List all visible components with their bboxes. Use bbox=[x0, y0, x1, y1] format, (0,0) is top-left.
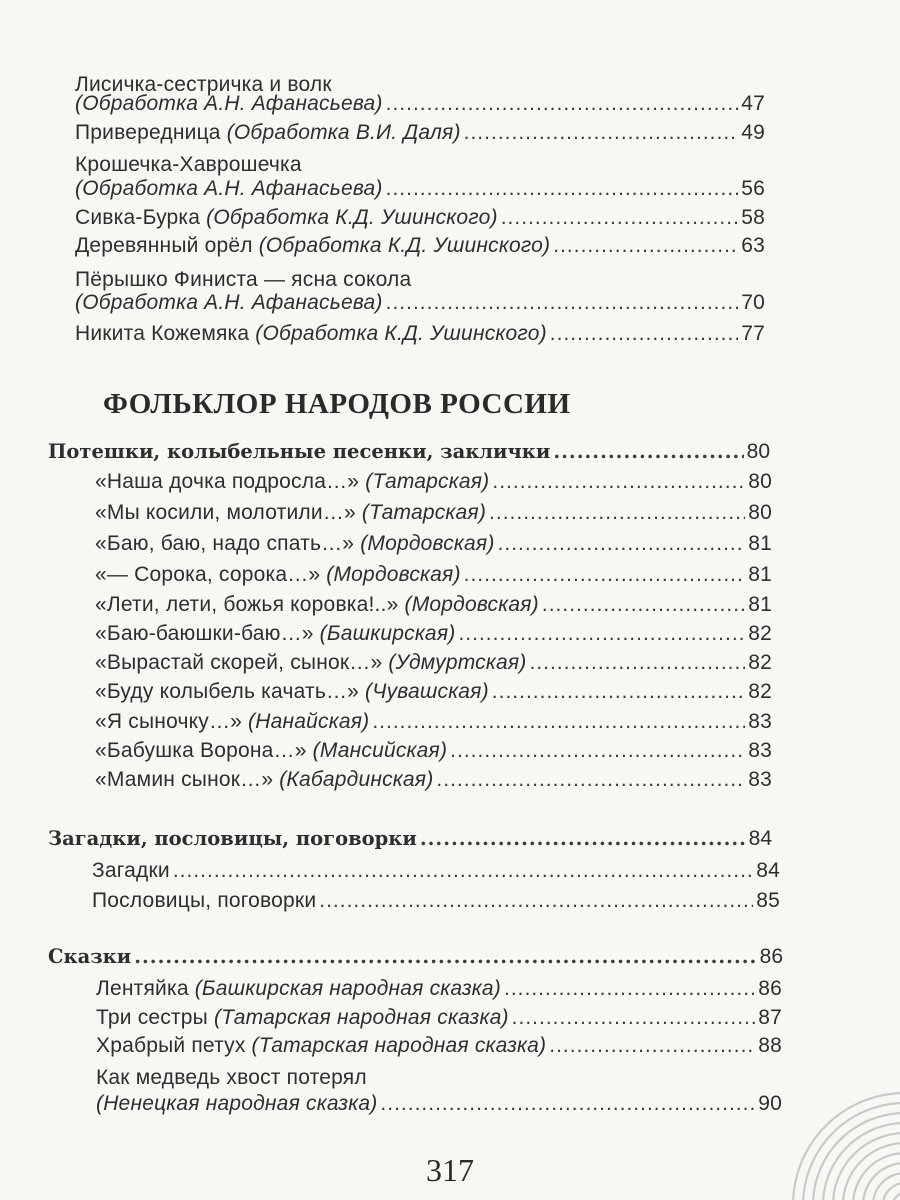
toc-entry-note: (Обработка К.Д. Ушинского) bbox=[258, 234, 551, 257]
toc-entry[interactable] bbox=[75, 92, 765, 116]
leader-dots bbox=[553, 234, 738, 258]
toc-section[interactable] bbox=[48, 440, 770, 464]
section-title: Загадки, пословицы, поговорки bbox=[48, 827, 417, 850]
toc-page-number: 83 bbox=[748, 739, 772, 762]
leader-dots bbox=[319, 889, 753, 913]
toc-entry-note: (Башкирская народная сказка) bbox=[194, 977, 501, 1000]
toc-page-number: 49 bbox=[741, 121, 765, 144]
toc-entry[interactable] bbox=[95, 739, 772, 763]
toc-entry[interactable] bbox=[95, 768, 772, 792]
toc-entry-title: Загадки bbox=[92, 859, 170, 882]
leader-dots bbox=[498, 532, 746, 556]
leader-dots bbox=[492, 680, 745, 704]
toc-entry-note: (Обработка В.И. Даля) bbox=[226, 121, 461, 144]
toc-entry[interactable] bbox=[95, 680, 772, 704]
toc-entry-title: «Мамин сынок…» bbox=[95, 768, 274, 791]
toc-entry-title: Три сестры bbox=[96, 1006, 208, 1029]
toc-page-number: 87 bbox=[758, 1006, 782, 1029]
toc-entry-note: (Чувашская) bbox=[365, 680, 489, 703]
toc-entry-note: (Обработка А.Н. Афанасьева) bbox=[75, 92, 383, 115]
toc-page-number: 77 bbox=[741, 322, 765, 345]
leader-dots bbox=[380, 1092, 755, 1116]
page-number: 317 bbox=[426, 1152, 474, 1188]
decorative-circles-icon bbox=[770, 1050, 900, 1200]
toc-page-number: 82 bbox=[748, 651, 772, 674]
leader-dots bbox=[464, 121, 739, 145]
toc-entry-title: Лентяйка bbox=[96, 977, 189, 1000]
toc-page-number: 80 bbox=[748, 501, 772, 524]
toc-page-number: 86 bbox=[759, 945, 783, 968]
toc-entry-note: (Кабардинская) bbox=[279, 768, 434, 791]
toc-page-number: 56 bbox=[741, 177, 765, 200]
toc-entry-title: Привередница bbox=[75, 121, 221, 144]
toc-entry[interactable] bbox=[96, 1092, 782, 1116]
leader-dots bbox=[386, 92, 739, 116]
toc-entry-note: (Обработка А.Н. Афанасьева) bbox=[75, 291, 383, 314]
toc-entry-note: (Нанайская) bbox=[248, 710, 370, 733]
leader-dots bbox=[504, 977, 755, 1001]
toc-entry[interactable] bbox=[95, 622, 772, 646]
toc-entry-title: Крошечка-Хаврошечка bbox=[75, 153, 302, 176]
leader-dots bbox=[386, 291, 739, 315]
leader-dots bbox=[420, 827, 746, 850]
toc-page-number: 70 bbox=[741, 291, 765, 314]
toc-entry-note: (Обработка К.Д. Ушинского) bbox=[255, 322, 547, 345]
toc-entry-note: (Мордовская) bbox=[360, 532, 495, 555]
leader-dots bbox=[501, 206, 739, 230]
toc-entry-title: «Бабушка Ворона…» bbox=[95, 739, 307, 762]
toc-entry-title: «Лети, лети, божья коровка!..» bbox=[95, 593, 399, 616]
toc-entry[interactable] bbox=[75, 177, 765, 201]
toc-entry-title: Как медведь хвост потерял bbox=[96, 1066, 367, 1089]
toc-entry[interactable] bbox=[95, 651, 772, 675]
leader-dots bbox=[549, 1034, 755, 1058]
toc-entry-note: (Башкирская) bbox=[319, 622, 456, 645]
toc-page-number: 81 bbox=[748, 532, 772, 555]
toc-entry-note: (Татарская) bbox=[365, 470, 490, 493]
leader-dots bbox=[464, 563, 746, 587]
toc-entry[interactable] bbox=[75, 234, 765, 258]
toc-entry-title: «Наша дочка подросла…» bbox=[95, 470, 360, 493]
toc-page-number: 58 bbox=[741, 206, 765, 229]
part-heading: ФОЛЬКЛОР НАРОДОВ РОССИИ bbox=[103, 388, 571, 420]
toc-page-number: 81 bbox=[748, 593, 772, 616]
toc-entry-note: (Обработка А.Н. Афанасьева) bbox=[75, 177, 383, 200]
toc-entry[interactable] bbox=[95, 710, 772, 734]
toc-entry[interactable] bbox=[75, 322, 765, 346]
toc-entry[interactable] bbox=[95, 563, 772, 587]
leader-dots bbox=[492, 470, 745, 494]
toc-entry[interactable] bbox=[75, 206, 765, 230]
toc-entry-note: (Татарская народная сказка) bbox=[213, 1006, 509, 1029]
toc-entry-title: «Вырастай скорей, сынок…» bbox=[95, 651, 383, 674]
toc-entry[interactable] bbox=[75, 291, 765, 315]
toc-entry[interactable] bbox=[92, 859, 780, 883]
toc-entry-title: «Баю, баю, надо спать…» bbox=[95, 532, 355, 555]
section-title: Потешки, колыбельные песенки, заклички bbox=[48, 440, 551, 463]
toc-entry-title: Лисичка-сестричка и волк bbox=[75, 73, 332, 96]
toc-page-number: 82 bbox=[748, 622, 772, 645]
toc-entry-note: (Мордовская) bbox=[404, 593, 539, 616]
toc-entry-note: (Татарская народная сказка) bbox=[251, 1034, 547, 1057]
toc-page-number: 80 bbox=[748, 470, 772, 493]
toc-entry-title: «Буду колыбель качать…» bbox=[95, 680, 360, 703]
toc-entry[interactable] bbox=[96, 977, 782, 1001]
toc-page-number: 86 bbox=[758, 977, 782, 1000]
leader-dots bbox=[450, 739, 745, 763]
toc-entry-note: (Ненецкая народная сказка) bbox=[96, 1092, 378, 1115]
toc-entry-title: «— Сорока, сорока…» bbox=[95, 563, 321, 586]
toc-page-number: 83 bbox=[748, 768, 772, 791]
toc-entry-title: «Мы косили, молотили…» bbox=[95, 501, 356, 524]
toc-entry[interactable] bbox=[95, 532, 772, 556]
toc-entry-title: Храбрый петух bbox=[96, 1034, 246, 1057]
leader-dots bbox=[512, 1006, 756, 1030]
toc-page-number: 90 bbox=[758, 1092, 782, 1115]
toc-entry-note: (Мордовская) bbox=[326, 563, 461, 586]
toc-entry-note: (Татарская) bbox=[361, 501, 487, 524]
toc-entry-note: (Удмуртская) bbox=[388, 651, 527, 674]
toc-entry[interactable] bbox=[95, 593, 772, 617]
toc-entry-title: Пёрышко Финиста — ясна сокола bbox=[75, 268, 412, 291]
toc-page-number: 80 bbox=[746, 440, 770, 463]
leader-dots bbox=[173, 859, 753, 883]
leader-dots bbox=[542, 593, 745, 617]
leader-dots bbox=[372, 710, 745, 734]
leader-dots bbox=[458, 622, 745, 646]
toc-entry-title: Пословицы, поговорки bbox=[92, 889, 317, 912]
toc-entry[interactable] bbox=[95, 501, 772, 525]
toc-entry[interactable] bbox=[96, 1006, 782, 1030]
toc-entry-title: Деревянный орёл bbox=[75, 234, 253, 257]
toc-page-number: 83 bbox=[748, 710, 772, 733]
leader-dots bbox=[386, 177, 739, 201]
toc-page-number: 82 bbox=[748, 680, 772, 703]
toc-entry[interactable] bbox=[95, 470, 772, 494]
toc-page-number: 84 bbox=[756, 859, 780, 882]
toc-entry-note: (Обработка К.Д. Ушинского) bbox=[206, 206, 498, 229]
leader-dots bbox=[134, 945, 756, 968]
toc-page-number: 63 bbox=[741, 234, 765, 257]
section-title: Сказки bbox=[48, 945, 132, 968]
toc-section[interactable] bbox=[48, 945, 783, 969]
toc-entry-title: Сивка-Бурка bbox=[75, 206, 201, 229]
leader-dots bbox=[553, 440, 743, 463]
toc-page-number: 47 bbox=[741, 92, 765, 115]
leader-dots bbox=[529, 651, 745, 675]
toc-entry-title: «Баю-баюшки-баю…» bbox=[95, 622, 314, 645]
toc-entry[interactable] bbox=[96, 1034, 782, 1058]
leader-dots bbox=[436, 768, 745, 792]
leader-dots bbox=[550, 322, 738, 346]
toc-section[interactable] bbox=[48, 827, 772, 851]
toc-entry-note: (Мансийская) bbox=[312, 739, 448, 762]
toc-page-number: 81 bbox=[748, 563, 772, 586]
toc-entry[interactable] bbox=[75, 121, 765, 145]
toc-entry-title: «Я сыночку…» bbox=[95, 710, 243, 733]
toc-entry-title: Никита Кожемяка bbox=[75, 322, 250, 345]
toc-page-number: 85 bbox=[756, 889, 780, 912]
toc-page-number: 88 bbox=[758, 1034, 782, 1057]
leader-dots bbox=[489, 501, 745, 525]
toc-entry[interactable] bbox=[92, 889, 780, 913]
toc-page-number: 84 bbox=[748, 827, 772, 850]
